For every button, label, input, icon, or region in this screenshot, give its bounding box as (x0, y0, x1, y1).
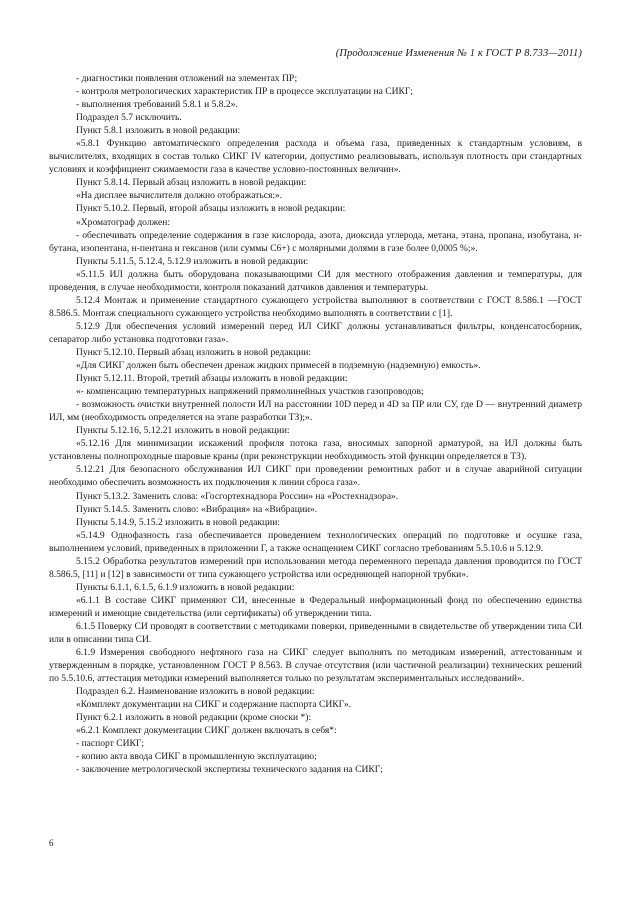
paragraph: Пункты 6.1.1, 6.1.5, 6.1.9 изложить в новой редакции: (76, 581, 295, 593)
paragraph: Пункты 5.14.9, 5.15.2 изложить в новой редакции: (76, 516, 281, 528)
paragraph: «На дисплее вычислителя должно отображаться:». (76, 190, 283, 202)
paragraph: «6.2.1 Комплект документации СИКГ должен включать в себя*: (76, 725, 337, 737)
paragraph: Подраздел 5.7 исключить. (76, 112, 182, 124)
paragraph: 5.12.9 Для обеспечения условий измерений перед ИЛ СИКГ должны устанавливаться фильтры, конденсатосборник, сепаратор либо установка подготовки газа». (49, 320, 582, 345)
paragraph: «Комплект документации на СИКГ и содержание паспорта СИКГ». (76, 699, 352, 711)
paragraph: 6.1.5 Поверку СИ проводят в соответствии с методиками поверки, приведенными в свидетельстве об утверждении типа СИ или в описании типа СИ. (49, 620, 582, 646)
document-body (49, 72, 582, 777)
paragraph: «Хроматограф должен: (76, 216, 171, 228)
paragraph: - возможность очистки внутренней полости ИЛ на расстоянии 10D перед и 4D за ПР или СУ, где D — внутренний диаметр ИЛ, мм (необходимость определяется на этапе разработки ТЗ);». (49, 399, 582, 424)
paragraph: - заключение метрологической экспертизы технического задания на СИКГ; (76, 764, 383, 776)
paragraph: - выполнения требований 5.8.1 и 5.8.2». (76, 99, 238, 111)
paragraph: «5.12.16 Для минимизации искажений профиля потока газа, вносимых запорной арматурой, на ИЛ должны быть установлены полнопроходные шаровые краны (при реконструкции необходимость этой функции определяется в ТЗ). (49, 438, 582, 463)
paragraph: «5.14.9 Однофазность газа обеспечивается проведением технологических операций по подготовке и осушке газа, выполнением условий, приведенных в приложении Г, а также оснащением СИКГ согласно требованиям 5.5.10.6 и 5.12.9. (49, 529, 582, 554)
paragraph: - обеспечивать определение содержания в газе кислорода, азота, диоксида углерода, метана, этана, пропана, изобутана, н-бутана, изопентана, н-пентана и гексанов (или суммы C6+) с молярными долями в газе более 0,0005 %;». (49, 229, 582, 254)
running-header: (Продолжение Изменения № 1 к ГОСТ Р 8.733—2011) (335, 48, 582, 59)
paragraph: 5.12.21 Для безопасного обслуживания ИЛ СИКГ при проведении ремонтных работ и в случае аварийной ситуации необходимо обеспечить возможность их подключения к линии сброса газа». (49, 464, 582, 489)
paragraph: «- компенсацию температурных напряжений прямолинейных участков газопроводов; (76, 386, 424, 398)
paragraph: Пункт 5.12.11. Второй, третий абзацы изложить в новой редакции: (76, 373, 348, 385)
paragraph: - диагностики появления отложений на элементах ПР; (76, 73, 298, 84)
page-number: 6 (49, 838, 54, 848)
paragraph: «6.1.1 В составе СИКГ применяют СИ, внесенные в Федеральный информационный фонд по обеспечению единства измерений и имеющие свидетельства (или сертификаты) об утверждении типа. (49, 594, 582, 619)
paragraph: Пункты 5.11.5, 5.12.4, 5.12.9 изложить в новой редакции: (76, 255, 309, 267)
paragraph: - паспорт СИКГ; (76, 738, 145, 750)
paragraph: Пункт 6.2.1 изложить в новой редакции (кроме сноски *): (76, 712, 312, 724)
paragraph: Пункт 5.8.1 изложить в новой редакции: (76, 125, 241, 137)
paragraph: «Для СИКГ должен быть обеспечен дренаж жидких примесей в подземную (надземную) емкость». (76, 360, 481, 372)
paragraph: «5.8.1 Функцию автоматического определения расхода и объема газа, приведенных к стандартным условиям, в вычислителях, входящих в состав только СИКГ IV категории, допустимо реализовывать, используя плотность при стандартных условиях и коэффициент сжимаемости газа в качестве условно-постоянных величин». (49, 138, 582, 176)
paragraph: 6.1.9 Измерения свободного нефтяного газа на СИКГ следует выполнять по методикам измерений, аттестованным и утвержденным в порядке, установленном ГОСТ Р 8.563. В случае отсутствия (или частичной реализации) технических решений по 5.5.10.6, аттестация методики измерений выполняется только по результатам экспериментальных исследований». (49, 647, 582, 685)
paragraph: Пункт 5.10.2. Первый, второй абзацы изложить в новой редакции: (76, 203, 346, 215)
paragraph: Пункт 5.8.14. Первый абзац изложить в новой редакции: (76, 177, 307, 189)
paragraph: Пункт 5.14.5. Заменить слово: «Вибрация» на «Вибрации». (76, 503, 318, 515)
paragraph: - копию акта ввода СИКГ в промышленную эксплуатацию; (76, 751, 317, 763)
paragraph: - контроля метрологических характеристик ПР в процессе эксплуатации на СИКГ; (76, 86, 414, 98)
paragraph: 5.15.2 Обработка результатов измерений при использовании метода переменного перепада давления проводится по ГОСТ 8.586.5, [11] и [12] в зависимости от типа сужающего устройства или осредняющей напорной трубки». (49, 555, 582, 580)
paragraph: Пункты 5.12.16, 5.12.21 изложить в новой редакции: (76, 425, 290, 437)
paragraph: 5.12.4 Монтаж и применение стандартного сужающего устройства выполняют в соответствии с ГОСТ 8.586.1 —ГОСТ 8.586.5. Монтаж специального сужающего устройства необходимо выполнять в соответствии с [1]. (49, 294, 582, 319)
paragraph: «5.11.5 ИЛ должна быть оборудована показывающими СИ для местного отображения давления и температуры, для проведения, в случае необходимости, контроля показаний датчиков давления и температуры. (49, 268, 582, 293)
paragraph: Пункт 5.13.2. Заменить слова: «Госгортехнадзора России» на «Ростехнадзора». (76, 490, 399, 502)
paragraph: Пункт 5.12.10. Первый абзац изложить в новой редакции: (76, 346, 312, 358)
paragraph: Подраздел 6.2. Наименование изложить в новой редакции: (76, 686, 315, 698)
